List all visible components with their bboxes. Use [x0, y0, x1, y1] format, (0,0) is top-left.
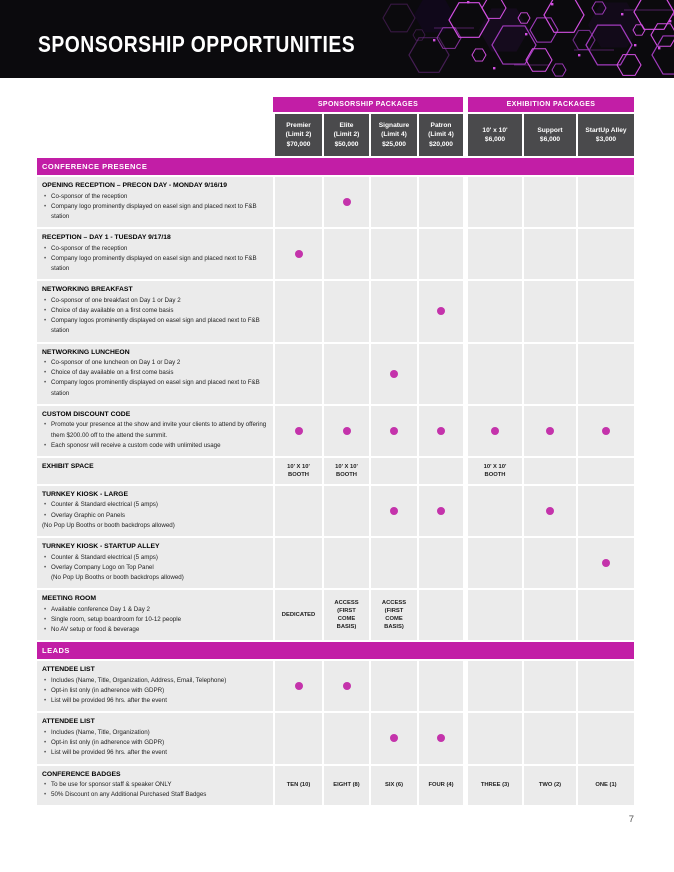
package-cell: ACCESS (FIRST COME BASIS) [369, 590, 417, 640]
package-cell [576, 281, 634, 341]
included-dot-icon [602, 559, 610, 567]
package-cell [576, 661, 634, 711]
row-title: ATTENDEE LIST [42, 666, 95, 674]
package-cell [369, 486, 417, 536]
row-note: (No Pop Up Booths or booth backdrops allowed) [51, 573, 184, 581]
row-title: CONFERENCE BADGES [42, 770, 121, 778]
page-number: 7 [628, 814, 634, 826]
package-cell: 10' X 10' BOOTH [273, 458, 322, 484]
package-cell [522, 229, 576, 279]
package-cell [576, 458, 634, 484]
packages-table [37, 97, 634, 807]
row-title: CUSTOM DISCOUNT CODE [42, 410, 131, 418]
package-cell [417, 590, 463, 640]
package-cell [369, 177, 417, 227]
column-header [369, 114, 417, 156]
package-cell [576, 590, 634, 640]
row-bullet: • No AV setup or food & beverage [42, 625, 267, 635]
package-cell [369, 406, 417, 456]
row-bullet: • Co-sponsor of the reception [42, 192, 267, 202]
package-cell [417, 177, 463, 227]
package-cell [322, 713, 369, 763]
row-bullet: • List will be provided 96 hrs. after the event [42, 748, 267, 758]
column-price: $25,000 [382, 140, 406, 148]
row-bullet: • 50% Discount on any Additional Purchased Staff Badges [42, 790, 267, 800]
package-cell: TWO (2) [522, 766, 576, 806]
page-title: SPONSORSHIP OPPORTUNITIES [38, 31, 356, 57]
package-cell: ACCESS (FIRST COME BASIS) [322, 590, 369, 640]
included-dot-icon [343, 198, 351, 206]
table-row [37, 281, 634, 343]
package-cell: EIGHT (8) [322, 766, 369, 806]
package-cell [522, 590, 576, 640]
row-description [37, 344, 273, 404]
row-bullet: • Counter & Standard electrical (5 amps) [42, 500, 267, 510]
table-row [37, 661, 634, 713]
row-description [37, 177, 273, 227]
included-dot-icon [546, 427, 554, 435]
package-cell [522, 406, 576, 456]
package-cell [273, 538, 322, 588]
package-cell [369, 458, 417, 484]
package-cell [576, 713, 634, 763]
included-dot-icon [343, 427, 351, 435]
package-cell [463, 590, 522, 640]
included-dot-icon [602, 427, 610, 435]
package-cell [522, 538, 576, 588]
package-cell [576, 229, 634, 279]
row-bullet: • Available conference Day 1 & Day 2 [42, 605, 267, 615]
column-header [463, 114, 522, 156]
row-bullet: • Each sponosr will receive a custom code with unlimited usage [42, 441, 267, 451]
column-price: $70,000 [286, 140, 311, 148]
column-header [417, 114, 463, 156]
package-cell [273, 229, 322, 279]
row-bullet: • Single room, setup boardroom for 10-12 people [42, 615, 267, 625]
included-dot-icon [491, 427, 499, 435]
row-bullet: • Promote your presence at the show and invite your clients to attend by offering them $200.00 off to the attend the summit. [42, 420, 267, 440]
row-bullet: • List will be provided 96 hrs. after the event [42, 696, 267, 706]
included-dot-icon [295, 250, 303, 258]
package-cell [322, 661, 369, 711]
row-description [37, 538, 273, 588]
section-header: CONFERENCE PRESENCE [37, 158, 634, 177]
row-bullet: • Co-sponsor of one luncheon on Day 1 or Day 2 [42, 358, 267, 368]
package-cell: FOUR (4) [417, 766, 463, 806]
package-cell [273, 713, 322, 763]
package-cell [369, 281, 417, 341]
included-dot-icon [437, 507, 445, 515]
column-name: Elite [339, 121, 354, 129]
package-cell: TEN (10) [273, 766, 322, 806]
row-title: ATTENDEE LIST [42, 718, 95, 726]
package-cell [463, 281, 522, 341]
package-cell [522, 713, 576, 763]
included-dot-icon [295, 682, 303, 690]
package-cell: ONE (1) [576, 766, 634, 806]
package-cell [522, 344, 576, 404]
table-row [37, 229, 634, 281]
column-price: $50,000 [334, 140, 359, 148]
package-cell [273, 661, 322, 711]
row-title: NETWORKING BREAKFAST [42, 286, 133, 294]
row-description [37, 766, 273, 806]
included-dot-icon [390, 734, 398, 742]
row-description [37, 486, 273, 536]
package-cell [522, 486, 576, 536]
table-area [37, 97, 634, 825]
package-cell [576, 406, 634, 456]
column-name: Premier [286, 121, 311, 129]
row-description [37, 661, 273, 711]
table-row [37, 344, 634, 406]
package-cell [322, 486, 369, 536]
row-bullet: • Overlay Company Logo on Top Panel [42, 563, 267, 573]
column-name: Signature [378, 121, 410, 129]
included-dot-icon [390, 370, 398, 378]
included-dot-icon [343, 682, 351, 690]
row-bullet: • Counter & Standard electrical (5 amps) [42, 553, 267, 563]
package-cell [369, 229, 417, 279]
row-bullet: • Includes (Name, Title, Organization) [42, 728, 267, 738]
included-dot-icon [437, 734, 445, 742]
row-bullet: • Overlay Graphic on Panels [42, 511, 267, 521]
column-name: StartUp Alley [585, 126, 627, 134]
package-cell [322, 406, 369, 456]
column-limit: (Limit 2) [333, 131, 360, 139]
row-bullet: • Includes (Name, Title, Organization, Address, Email, Telephone) [42, 676, 267, 686]
package-cell: THREE (3) [463, 766, 522, 806]
package-cell: SIX (6) [369, 766, 417, 806]
row-bullet: • Opt-in list only (in adherence with GDPR) [42, 686, 267, 696]
table-column-header-row [37, 114, 634, 158]
included-dot-icon [295, 427, 303, 435]
package-cell: 10' X 10' BOOTH [463, 458, 522, 484]
package-cell [369, 713, 417, 763]
row-title: OPENING RECEPTION – PRECON DAY - MONDAY 9/16/19 [42, 182, 228, 189]
column-name: Patron [430, 121, 452, 129]
table-row [37, 590, 634, 642]
included-dot-icon [390, 427, 398, 435]
column-header [322, 114, 369, 156]
row-title: MEETING ROOM [42, 595, 96, 603]
column-header [273, 114, 322, 156]
table-row [37, 486, 634, 538]
row-description [37, 458, 273, 484]
package-cell [463, 661, 522, 711]
table-group-header-row [37, 97, 634, 114]
package-cell [417, 406, 463, 456]
package-cell [322, 177, 369, 227]
row-bullet: • Choice of day available on a first come basis [42, 306, 267, 316]
row-bullet: • Opt-in list only (in adherence with GDPR) [42, 738, 267, 748]
package-cell [322, 281, 369, 341]
package-cell [576, 344, 634, 404]
included-dot-icon [390, 507, 398, 515]
column-name: Support [537, 126, 563, 134]
group-header-sponsorship: SPONSORSHIP PACKAGES [273, 97, 463, 112]
row-note: (No Pop Up Booths or booth backdrops allowed) [42, 521, 175, 529]
row-bullet: • Company logos prominently displayed on easel sign and placed next to F&B station [42, 316, 267, 336]
package-cell [273, 344, 322, 404]
column-header-spacer [37, 114, 273, 156]
package-cell [322, 229, 369, 279]
package-cell [463, 229, 522, 279]
package-cell [576, 538, 634, 588]
package-cell [273, 281, 322, 341]
header-banner [0, 0, 674, 78]
row-bullet: • Co-sponsor of the reception [42, 244, 267, 254]
table-row [37, 766, 634, 808]
package-cell [463, 177, 522, 227]
column-header [576, 114, 634, 156]
package-cell [522, 281, 576, 341]
package-cell [417, 661, 463, 711]
included-dot-icon [437, 427, 445, 435]
row-title: RECEPTION – DAY 1 - TUESDAY 9/17/18 [42, 234, 171, 242]
row-bullet: • To be use for sponsor staff & speaker ONLY [42, 780, 267, 790]
column-limit: (Limit 2) [285, 131, 312, 139]
table-row [37, 538, 634, 590]
package-cell [322, 344, 369, 404]
column-name: 10' x 10' [482, 126, 508, 134]
package-cell [463, 713, 522, 763]
row-bullet: • Company logo prominently displayed on easel sign and placed next to F&B station [42, 202, 267, 222]
column-limit: (Limit 4) [428, 131, 454, 139]
package-cell [463, 486, 522, 536]
package-cell [417, 229, 463, 279]
row-bullet: • Co-sponsor of one breakfast on Day 1 or Day 2 [42, 296, 267, 306]
column-header [522, 114, 576, 156]
table-row [37, 177, 634, 229]
package-cell [522, 458, 576, 484]
package-cell [463, 344, 522, 404]
package-cell [576, 177, 634, 227]
table-row [37, 406, 634, 458]
row-bullet: • Choice of day available on a first come basis [42, 368, 267, 378]
row-title: NETWORKING LUNCHEON [42, 348, 130, 356]
package-cell [369, 661, 417, 711]
section-header: LEADS [37, 642, 634, 661]
included-dot-icon [546, 507, 554, 515]
package-cell [273, 177, 322, 227]
column-price: $3,000 [595, 136, 617, 143]
package-cell [417, 486, 463, 536]
column-price: $6,000 [539, 136, 561, 143]
column-limit: (Limit 4) [381, 131, 407, 139]
row-bullet: • Company logos prominently displayed on easel sign and placed next to F&B station [42, 378, 267, 398]
row-description [37, 229, 273, 279]
included-dot-icon [437, 307, 445, 315]
column-price: $20,000 [429, 140, 453, 148]
package-cell [463, 406, 522, 456]
package-cell [576, 486, 634, 536]
package-cell [369, 538, 417, 588]
row-bullet: • Company logo prominently displayed on easel sign and placed next to F&B station [42, 254, 267, 274]
row-description [37, 281, 273, 341]
package-cell [417, 713, 463, 763]
group-header-exhibition: EXHIBITION PACKAGES [463, 97, 634, 112]
package-cell [369, 344, 417, 404]
package-cell [522, 177, 576, 227]
package-cell [273, 486, 322, 536]
row-title: TURNKEY KIOSK - STARTUP ALLEY [42, 543, 160, 551]
row-title: EXHIBIT SPACE [42, 462, 94, 470]
package-cell [273, 406, 322, 456]
package-cell: DEDICATED [273, 590, 322, 640]
row-title: TURNKEY KIOSK - LARGE [42, 490, 128, 498]
row-description [37, 590, 273, 640]
table-row [37, 713, 634, 765]
hexagon-pattern-icon [374, 0, 674, 78]
package-cell [417, 281, 463, 341]
package-cell [417, 458, 463, 484]
package-cell [417, 538, 463, 588]
package-cell [522, 661, 576, 711]
package-cell: 10' X 10' BOOTH [322, 458, 369, 484]
package-cell [322, 538, 369, 588]
row-description [37, 406, 273, 456]
package-cell [417, 344, 463, 404]
group-header-spacer [37, 97, 273, 112]
row-description [37, 713, 273, 763]
column-price: $6,000 [484, 136, 506, 143]
package-cell [463, 538, 522, 588]
table-row [37, 458, 634, 486]
